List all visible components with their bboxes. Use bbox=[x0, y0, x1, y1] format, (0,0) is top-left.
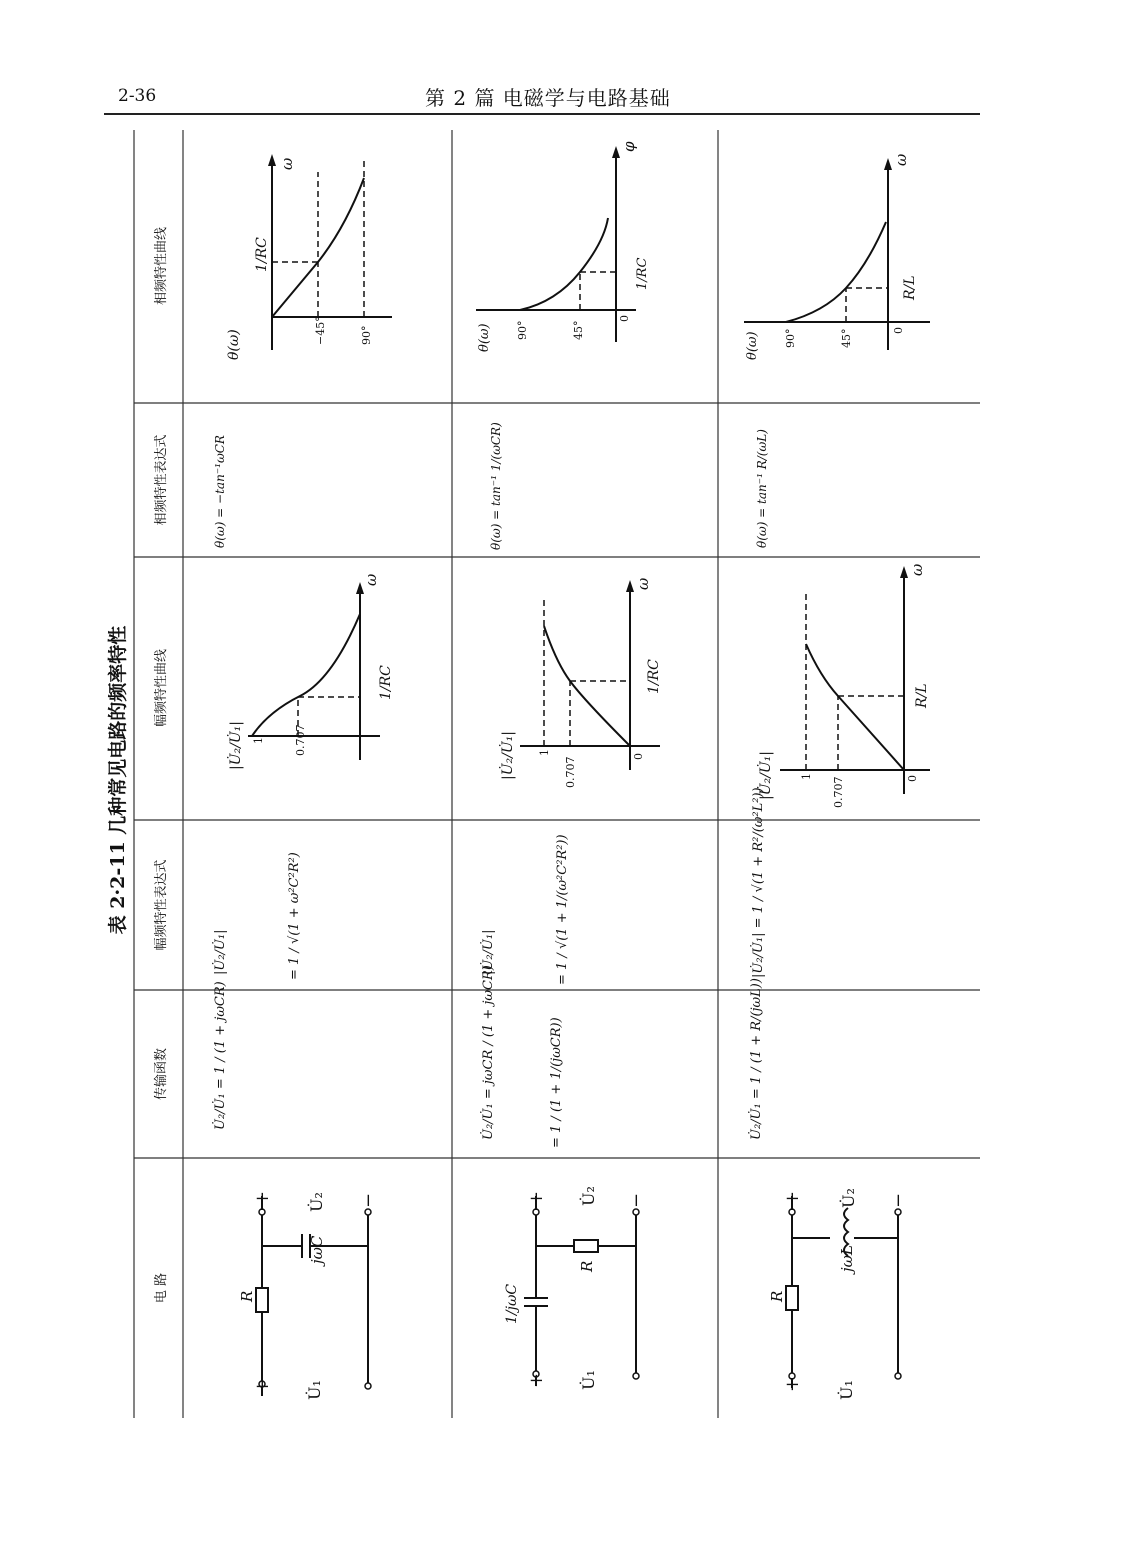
arrow-icon bbox=[268, 154, 276, 166]
x-mark-label: 1/RC bbox=[378, 665, 394, 700]
tick-1: 1 bbox=[800, 773, 813, 780]
tick-0: 0 bbox=[618, 315, 631, 322]
minus-sign: − bbox=[888, 1192, 909, 1208]
header-phase-curve: 相频特性曲线 bbox=[154, 226, 169, 306]
header-circuit: 电 路 bbox=[154, 1272, 169, 1304]
amp-curve-3 bbox=[756, 564, 930, 808]
tick-0: 0 bbox=[906, 775, 919, 782]
amp-expr-3: |U̇₂/U̇₁| = 1 / √(1 + R²/(ω²L²)) bbox=[751, 787, 766, 978]
arrow-icon bbox=[626, 580, 634, 592]
minus-sign: − bbox=[626, 1192, 647, 1208]
terminal-icon bbox=[365, 1209, 371, 1215]
tick-0: 0 bbox=[892, 327, 905, 334]
page-number: 2-36 bbox=[118, 86, 157, 106]
plus-sign: + bbox=[782, 1376, 803, 1392]
amp-curve-line-2 bbox=[544, 626, 630, 746]
y-axis-label: θ(ω) bbox=[226, 329, 242, 360]
y-axis-label: θ(ω) bbox=[477, 323, 492, 352]
arrow-icon bbox=[612, 146, 620, 158]
amp-curve-line-1 bbox=[252, 614, 360, 736]
u1-label: U̇₁ bbox=[579, 1370, 598, 1390]
amp-curve-2 bbox=[498, 578, 662, 788]
plus-sign: + bbox=[526, 1190, 547, 1206]
x-mark-label: 1/RC bbox=[254, 237, 270, 272]
x-mark-label: 1/RC bbox=[646, 659, 662, 694]
terminal-icon bbox=[633, 1209, 639, 1215]
x-axis-label: φ bbox=[620, 141, 638, 152]
row-1 bbox=[212, 154, 394, 1400]
phase-expr-2: θ(ω) = tan⁻¹ 1/(ωCR) bbox=[489, 422, 503, 550]
resistor-icon bbox=[574, 1240, 598, 1252]
phase-curve-1 bbox=[226, 154, 392, 360]
phase-curve-3 bbox=[744, 154, 930, 360]
tick-0: 0 bbox=[632, 753, 645, 760]
y-axis-label: θ(ω) bbox=[745, 331, 760, 360]
y-axis-label: |U̇₂/U̇₁| bbox=[758, 751, 774, 800]
resistor-label: R bbox=[578, 1260, 596, 1272]
phase-expr-3: θ(ω) = tan⁻¹ R/(ωL) bbox=[755, 429, 769, 548]
x-axis-label: ω bbox=[362, 573, 380, 586]
arrow-icon bbox=[884, 158, 892, 170]
y-axis-label: |U̇₂/U̇₁| bbox=[228, 721, 244, 770]
tick-45: −45° bbox=[314, 316, 327, 345]
column-headers bbox=[153, 227, 169, 1303]
amp-expr-1a: |U̇₂/U̇₁| bbox=[213, 929, 228, 975]
plus-sign: + bbox=[252, 1378, 273, 1394]
transfer-function-3: U̇₂/U̇₁ = 1 / (1 + R/(jωL)) bbox=[749, 978, 764, 1140]
plus-sign: + bbox=[526, 1372, 547, 1388]
x-axis-label: ω bbox=[278, 157, 296, 170]
header-transfer: 传输函数 bbox=[154, 1047, 169, 1101]
header-amp-curve: 幅频特性曲线 bbox=[154, 648, 169, 728]
table-caption: 表 2·2-11 几种常见电路的频率特性 bbox=[107, 625, 129, 935]
x-mark-label: R/L bbox=[902, 275, 918, 300]
minus-sign: − bbox=[358, 1192, 379, 1208]
amp-expr-1b: = 1 / √(1 + ω²C²R²) bbox=[287, 852, 302, 980]
capacitor-label: 1/jωC bbox=[504, 1283, 520, 1324]
amp-expr-2b: = 1 / √(1 + 1/(ω²C²R²)) bbox=[555, 834, 570, 985]
u2-label: U̇₂ bbox=[839, 1188, 858, 1208]
phase-curve-line-2 bbox=[476, 218, 608, 310]
arrow-icon bbox=[900, 566, 908, 578]
x-axis-label: ω bbox=[634, 577, 652, 590]
tick-0707: 0.707 bbox=[832, 776, 845, 808]
inductor-label: jωL bbox=[838, 1245, 856, 1272]
plus-sign: + bbox=[782, 1190, 803, 1206]
circuit-2 bbox=[504, 1186, 647, 1390]
terminal-icon bbox=[895, 1373, 901, 1379]
x-axis-label: ω bbox=[892, 153, 910, 166]
y-axis-label: |U̇₂/U̇₁| bbox=[500, 731, 516, 780]
amp-curve-line-3 bbox=[806, 644, 904, 770]
header-phase-expr: 相频特性表达式 bbox=[154, 434, 169, 526]
transfer-function-2b: = 1 / (1 + 1/(jωCR)) bbox=[549, 1017, 564, 1148]
tick-90: 90° bbox=[516, 320, 529, 340]
phase-curve-2 bbox=[476, 141, 650, 352]
amp-curve-1 bbox=[226, 574, 394, 770]
plus-sign: + bbox=[252, 1190, 273, 1206]
u1-label: U̇₁ bbox=[837, 1380, 856, 1400]
circuit-3 bbox=[768, 1188, 909, 1400]
resistor-icon bbox=[256, 1288, 268, 1312]
resistor-icon bbox=[786, 1286, 798, 1310]
resistor-label: R bbox=[238, 1290, 256, 1302]
tick-90: 90° bbox=[784, 328, 797, 348]
row-2 bbox=[476, 141, 662, 1390]
u2-label: U̇₂ bbox=[579, 1186, 598, 1206]
tick-1: 1 bbox=[538, 749, 551, 756]
x-mark-label: 1/RC bbox=[635, 257, 650, 290]
running-title: 第 2 篇 电磁学与电路基础 bbox=[425, 86, 671, 110]
header-amp-expr: 幅频特性表达式 bbox=[154, 859, 169, 951]
phase-curve-line-3 bbox=[746, 222, 886, 322]
tick-45: 45° bbox=[840, 328, 853, 348]
transfer-function-2a: U̇₂/U̇₁ = jωCR / (1 + jωCR) bbox=[481, 965, 496, 1140]
terminal-icon bbox=[365, 1383, 371, 1389]
u1-label: U̇₁ bbox=[305, 1380, 324, 1400]
tick-1: 1 bbox=[252, 737, 265, 744]
tick-0707: 0.707 bbox=[564, 756, 577, 788]
tick-0707: 0.707 bbox=[294, 724, 307, 756]
tick-45: 45° bbox=[572, 320, 585, 340]
x-axis-label: ω bbox=[908, 563, 926, 576]
terminal-icon bbox=[895, 1209, 901, 1215]
circuit-1 bbox=[238, 1191, 379, 1400]
terminal-icon bbox=[633, 1373, 639, 1379]
transfer-function-1: U̇₂/U̇₁ = 1 / (1 + jωCR) bbox=[213, 981, 228, 1130]
table-grid bbox=[134, 130, 980, 1418]
x-mark-label: R/L bbox=[914, 683, 930, 708]
phase-expr-1: θ(ω) = −tan⁻¹ωCR bbox=[213, 435, 227, 548]
tick-90: 90° bbox=[360, 325, 373, 345]
row-3 bbox=[744, 154, 930, 1400]
resistor-label: R bbox=[768, 1290, 786, 1302]
capacitor-label: jωC bbox=[308, 1235, 326, 1264]
amp-expr-2a: |U̇₂/U̇₁| bbox=[481, 929, 496, 975]
u2-label: U̇₂ bbox=[307, 1192, 326, 1212]
